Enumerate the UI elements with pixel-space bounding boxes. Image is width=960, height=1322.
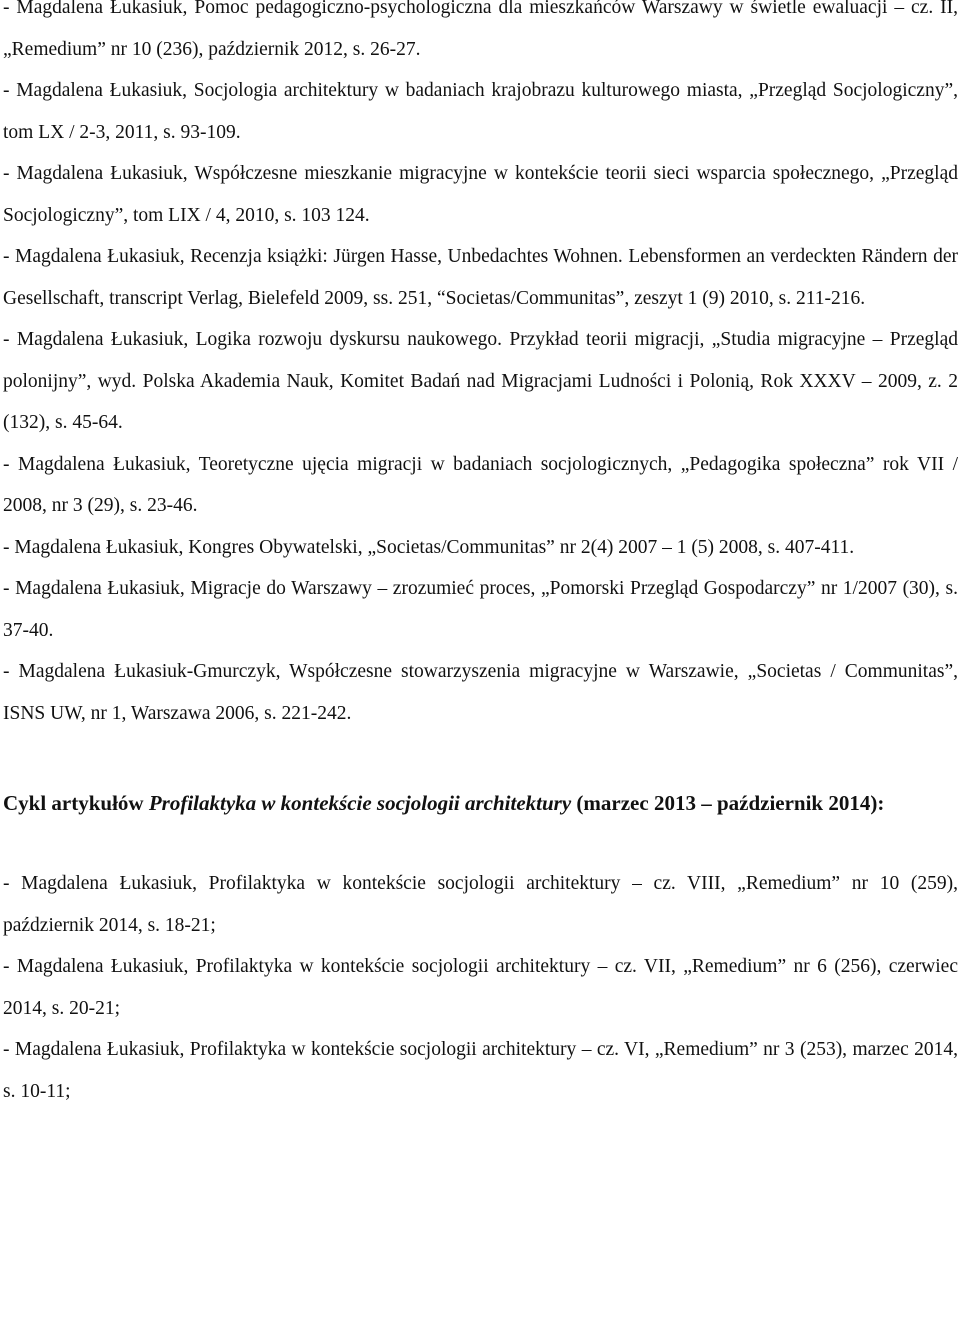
spacer	[3, 825, 958, 863]
bibliography-entry: - Magdalena Łukasiuk, Kongres Obywatelski, „Societas/Communitas” nr 2(4) 2007 – 1 (5) 2008, s. 407-411.	[3, 536, 855, 558]
bibliography-entry: - Magdalena Łukasiuk, Socjologia architektury w badaniach krajobrazu kulturowego miasta, „Przegląd Socjologiczny”, tom LX / 2-3, 2011, s. 93-109.	[3, 80, 958, 143]
bibliography-entry: - Magdalena Łukasiuk-Gmurczyk, Współczesne stowarzyszenia migracyjne w Warszawie, „Societas / Communitas”, ISNS UW, nr 1, Warszawa 2006, s. 221-242.	[3, 661, 958, 724]
section-heading	[3, 782, 958, 825]
series-entry: - Magdalena Łukasiuk, Profilaktyka w kontekście socjologii architektury – cz. VIII, „Remedium” nr 10 (259), październik 2014, s. 18-21;	[3, 873, 958, 936]
document-page	[3, 0, 958, 1112]
heading-suffix: (marzec 2013 – październik 2014):	[571, 791, 885, 815]
bibliography-entry: - Magdalena Łukasiuk, Migracje do Warszawy – zrozumieć proces, „Pomorski Przegląd Gospodarczy” nr 1/2007 (30), s. 37-40.	[3, 578, 958, 641]
heading-prefix: Cykl artykułów	[3, 791, 149, 815]
bibliography-entry: - Magdalena Łukasiuk, Współczesne mieszkanie migracyjne w kontekście teorii sieci wsparcia społecznego, „Przegląd Socjologiczny”, tom LIX / 4, 2010, s. 103 124.	[3, 163, 958, 226]
series-entry: - Magdalena Łukasiuk, Profilaktyka w kontekście socjologii architektury – cz. VII, „Remedium” nr 6 (256), czerwiec 2014, s. 20-21;	[3, 956, 958, 1019]
bibliography-entry: - Magdalena Łukasiuk, Pomoc pedagogiczno-psychologiczna dla mieszkańców Warszawy w świetle ewaluacji – cz. II, „Remedium” nr 10 (236), październik 2012, s. 26-27.	[3, 0, 958, 60]
bibliography-entry: - Magdalena Łukasiuk, Logika rozwoju dyskursu naukowego. Przykład teorii migracji, „Studia migracyjne – Przegląd polonijny”, wyd. Polska Akademia Nauk, Komitet Badań nad Migracjami Ludności i Polonią, Rok XXXV – 2009, z. 2 (132), s. 45-64.	[3, 329, 958, 433]
heading-series-title: Profilaktyka w kontekście socjologii architektury	[148, 791, 572, 815]
series-entry: - Magdalena Łukasiuk, Profilaktyka w kontekście socjologii architektury – cz. VI, „Remedium” nr 3 (253), marzec 2014, s. 10-11;	[3, 1039, 958, 1102]
bibliography-entry: - Magdalena Łukasiuk, Teoretyczne ujęcia migracji w badaniach socjologicznych, „Pedagogika społeczna” rok VII / 2008, nr 3 (29), s. 23-46.	[3, 453, 958, 516]
spacer	[3, 734, 958, 782]
bibliography-entry: - Magdalena Łukasiuk, Recenzja książki: Jürgen Hasse, Unbedachtes Wohnen. Lebensformen an verdeckten Rändern der Gesellschaft, transcript Verlag, Bielefeld 2009, ss. 251, “Societas/Communitas”, zeszyt 1 (9) 2010, s. 211-216.	[3, 246, 958, 309]
